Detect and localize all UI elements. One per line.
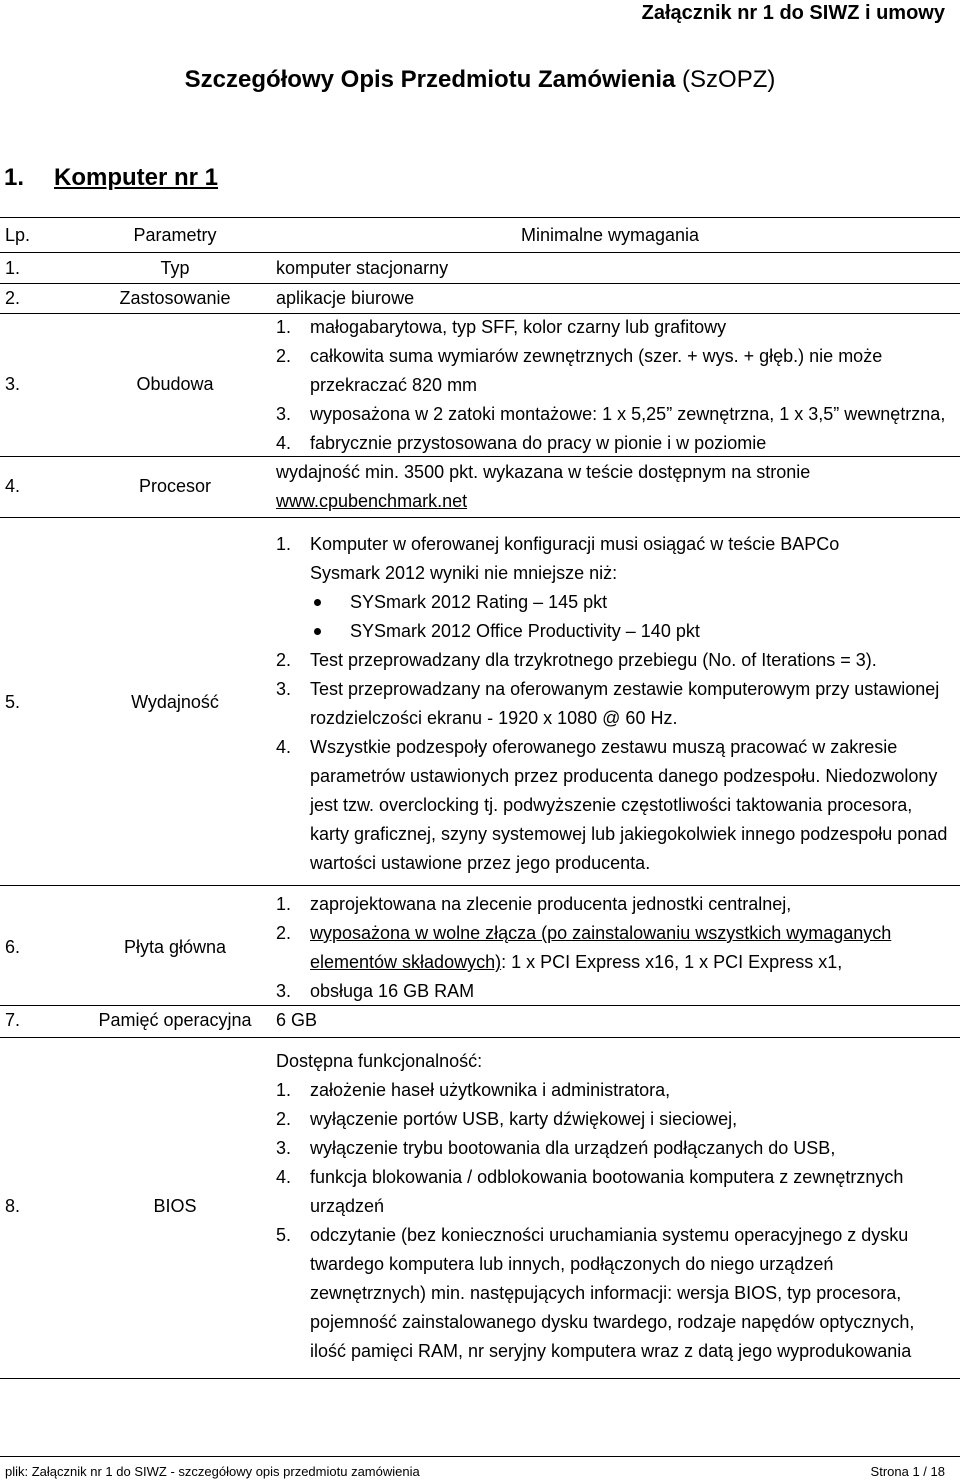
row8-lp: 8.: [5, 1196, 21, 1216]
row4-lp: 4.: [5, 476, 21, 496]
row4-req: [276, 458, 956, 516]
document-title: [0, 66, 960, 94]
row7-lp: 7.: [5, 1010, 21, 1030]
row8-req-list: [276, 1047, 956, 1366]
table-top-border: [0, 217, 960, 218]
row1-param: Typ: [160, 258, 190, 278]
row5-req-list: [276, 530, 956, 878]
footer-page-number: Strona 1 / 18: [870, 1464, 945, 1479]
row2-lp: 2.: [5, 288, 21, 308]
row7-req: 6 GB: [276, 1010, 318, 1030]
header-parameters: Parametry: [133, 225, 217, 245]
row2-param: Zastosowanie: [119, 288, 231, 308]
row7-param: Pamięć operacyjna: [98, 1010, 252, 1030]
list-item: 5. odczytanie (bez konieczności uruchamiania systemu operacyjnego z dysku twardego komputera lub innych, podłączonych do niego urządzeń zewnętrznych) min. następujących informacji: wersja BIOS, typ procesora, pojemność zainstalowanego dysku twardego, rodzaje napędów optycznych, ilość pamięci RAM, nr seryjny komputera wraz z datą jego wyprodukowania: [276, 1225, 915, 1361]
header-requirements: Minimalne wymagania: [520, 225, 700, 245]
row3-lp: 3.: [5, 374, 21, 394]
list-item: 1. małogabarytowa, typ SFF, kolor czarny lub grafitowy: [276, 317, 727, 337]
section-title: Komputer nr 1: [54, 164, 219, 191]
table-bottom-border: [0, 1378, 960, 1379]
list-item: 2. wyposażona w wolne złącza (po zainstalowaniu wszystkich wymaganych elementów składowych): 1 x PCI Express x16, 1 x PCI Express x1,: [276, 923, 892, 972]
annex-label: Załącznik nr 1 do SIWZ i umowy: [641, 2, 945, 24]
row6-param: Płyta główna: [123, 937, 227, 957]
row-divider: [0, 456, 960, 457]
cpubenchmark-link[interactable]: www.cpubenchmark.net: [276, 491, 468, 511]
list-item: 3. obsługa 16 GB RAM: [276, 981, 475, 1001]
footer-divider: [0, 1456, 960, 1457]
row6-lp: 6.: [5, 937, 21, 957]
bullet-item: SYSmark 2012 Rating – 145 pkt: [310, 588, 956, 617]
row2-req: aplikacje biurowe: [276, 288, 415, 308]
row4-text: wydajność min. 3500 pkt. wykazana w teście dostępnym na stronie: [276, 462, 811, 482]
row-divider: [0, 252, 960, 253]
bios-intro: Dostępna funkcjonalność:: [276, 1051, 483, 1071]
footer-filename: plik: Załącznik nr 1 do SIWZ - szczegółowy opis przedmiotu zamówienia: [5, 1464, 420, 1479]
list-item: 1. Komputer w oferowanej konfiguracji musi osiągać w teście BAPCo Sysmark 2012 wyniki nie mniejsze niż:: [276, 534, 840, 583]
list-item: 4. funkcja blokowania / odblokowania bootowania komputera z zewnętrznych urządzeń: [276, 1167, 904, 1216]
section-number: 1.: [4, 164, 25, 191]
title-abbr: (SzOPZ): [682, 66, 776, 93]
section-heading: [4, 164, 218, 192]
row5-param: Wydajność: [131, 692, 219, 712]
row4-param: Procesor: [138, 476, 212, 496]
row-divider: [0, 517, 960, 518]
list-item: 1. zaprojektowana na zlecenie producenta jednostki centralnej,: [276, 894, 792, 914]
row-divider: [0, 1037, 960, 1038]
list-item: 3. wyposażona w 2 zatoki montażowe: 1 x 5,25” zewnętrzna, 1 x 3,5” wewnętrzna,: [276, 404, 946, 424]
list-item: 2. całkowita suma wymiarów zewnętrznych (szer. + wys. + głęb.) nie może przekraczać 820 mm: [276, 346, 883, 395]
row-divider: [0, 885, 960, 886]
title-main: Szczegółowy Opis Przedmiotu Zamówienia: [184, 66, 676, 93]
list-item: 4. fabrycznie przystosowana do pracy w pionie i w poziomie: [276, 433, 767, 453]
row1-lp: 1.: [5, 258, 21, 278]
list-item: 2. wyłączenie portów USB, karty dźwiękowej i sieciowej,: [276, 1109, 738, 1129]
list-item: 2. Test przeprowadzany dla trzykrotnego przebiegu (No. of Iterations = 3).: [276, 650, 877, 670]
row1-req: komputer stacjonarny: [276, 258, 449, 278]
list-item: 1. założenie haseł użytkownika i administratora,: [276, 1080, 671, 1100]
list-item: 3. Test przeprowadzany na oferowanym zestawie komputerowym przy ustawionej rozdzielczości ekranu - 1920 x 1080 @ 60 Hz.: [276, 679, 940, 728]
bullet-item: SYSmark 2012 Office Productivity – 140 pkt: [310, 617, 956, 646]
row3-param: Obudowa: [136, 374, 214, 394]
row8-param: BIOS: [153, 1196, 197, 1216]
list-item: 3. wyłączenie trybu bootowania dla urządzeń podłączanych do USB,: [276, 1138, 836, 1158]
row3-req-list: [276, 313, 956, 458]
header-lp: Lp.: [5, 225, 31, 245]
list-item: 4. Wszystkie podzespoły oferowanego zestawu muszą pracować w zakresie parametrów ustawionych przez producenta danego podzespołu. Niedozwolony jest tzw. overclocking tj. podwyższenie częstotliwości taktowania procesora, karty graficznej, szyny systemowej lub jakiegokolwiek innego podzespołu ponad wartości ustawione przez jego producenta.: [276, 737, 948, 873]
row5-lp: 5.: [5, 692, 21, 712]
row6-req-list: [276, 890, 956, 1006]
